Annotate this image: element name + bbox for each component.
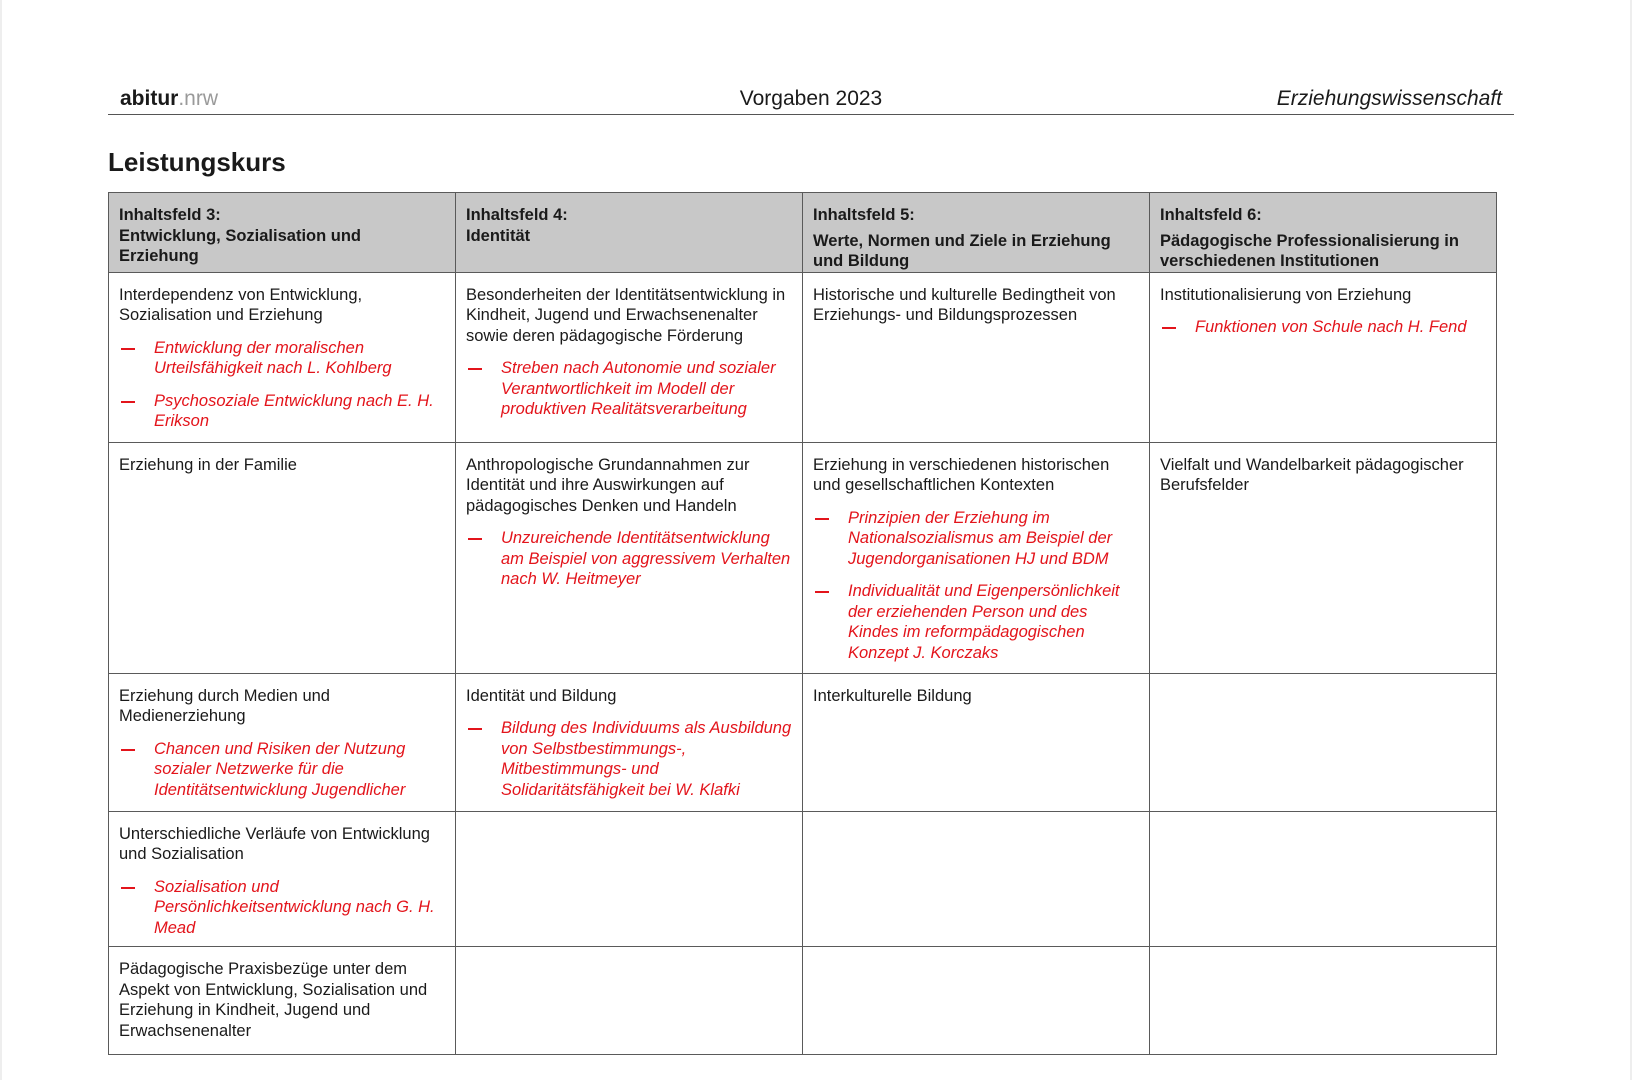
- column-header: [1150, 193, 1497, 273]
- content-topic: Identität und Bildung: [466, 686, 617, 705]
- table-cell: [803, 673, 1150, 811]
- table-cell-empty: [1150, 811, 1497, 947]
- content-topic: Anthropologische Grundannahmen zur Identität und ihre Auswirkungen auf pädagogisches Denken und Handeln: [466, 455, 750, 515]
- content-topic: Erziehung in verschiedenen historischen und gesellschaftlichen Kontexten: [813, 455, 1110, 494]
- page-edge-left: [0, 0, 2, 1080]
- table-cell: [803, 442, 1150, 673]
- table-cell: [456, 673, 803, 811]
- sub-topic-list: [813, 508, 1139, 664]
- column-header: [456, 193, 803, 273]
- table-cell: [1150, 272, 1497, 442]
- table-cell-empty: [1150, 673, 1497, 811]
- table-header-row: [109, 193, 1497, 273]
- sub-topic-list: [466, 358, 792, 420]
- table-row: [109, 442, 1497, 673]
- content-topic: Erziehung durch Medien und Medienerziehung: [119, 686, 330, 725]
- column-header-title: Identität: [466, 226, 531, 245]
- sub-topic-list: [119, 338, 445, 432]
- table-cell: [109, 442, 456, 673]
- table-cell: [109, 673, 456, 811]
- sub-topic-item: Unzureichende Identitätsentwicklung am Beispiel von aggressivem Verhalten nach W. Heitmeyer: [466, 528, 792, 590]
- content-topic: Erziehung in der Familie: [119, 455, 297, 474]
- section-title: Leistungskurs: [108, 147, 286, 177]
- column-header-title: Entwicklung, Sozialisation und Erziehung: [119, 226, 362, 265]
- table-cell: [109, 272, 456, 442]
- header-subject: Erziehungswissenschaft: [1276, 87, 1502, 110]
- table-row: [109, 811, 1497, 947]
- table-cell-empty: [803, 811, 1150, 947]
- content-topic: Vielfalt und Wandelbarkeit pädagogischer Berufsfelder: [1160, 455, 1464, 494]
- column-header-title: Werte, Normen und Ziele in Erziehung und Bildung: [813, 231, 1111, 270]
- brand-name: abitur: [120, 87, 179, 110]
- table-cell: [803, 272, 1150, 442]
- sub-topic-item: Bildung des Individuums als Ausbildung von Selbstbestimmungs-, Mitbestimmungs- und Solidaritätsfähigkeit bei W. Klafki: [466, 718, 792, 800]
- table-row: [109, 272, 1497, 442]
- sub-topic-list: [119, 877, 445, 939]
- sub-topic-item: Streben nach Autonomie und sozialer Verantwortlichkeit im Modell der produktiven Realitätsverarbeitung: [466, 358, 792, 420]
- curriculum-table: [108, 192, 1497, 1055]
- content-topic: Unterschiedliche Verläufe von Entwicklung und Sozialisation: [119, 824, 430, 863]
- table-cell: [1150, 442, 1497, 673]
- table-cell-empty: [1150, 947, 1497, 1055]
- column-header-title: Pädagogische Professionalisierung in verschiedenen Institutionen: [1160, 231, 1459, 270]
- table-cell: [109, 811, 456, 947]
- page-header: [108, 84, 1514, 115]
- table-cell: [456, 442, 803, 673]
- table-cell: [456, 272, 803, 442]
- table-cell-empty: [456, 947, 803, 1055]
- table-cell-empty: [803, 947, 1150, 1055]
- sub-topic-list: [466, 528, 792, 590]
- sub-topic-item: Individualität und Eigenpersönlichkeit der erziehenden Person und des Kindes im reformpädagogischen Konzept J. Korczaks: [813, 581, 1139, 663]
- content-topic: Institutionalisierung von Erziehung: [1160, 285, 1412, 304]
- column-header-label: Inhaltsfeld 6:: [1160, 206, 1262, 224]
- sub-topic-list: [466, 718, 792, 800]
- sub-topic-list: [1160, 317, 1486, 338]
- sub-topic-item: Funktionen von Schule nach H. Fend: [1160, 317, 1486, 338]
- content-topic: Besonderheiten der Identitätsentwicklung in Kindheit, Jugend und Erwachsenenalter sowie deren pädagogische Förderung: [466, 285, 786, 345]
- sub-topic-item: Prinzipien der Erziehung im Nationalsozialismus am Beispiel der Jugendorganisationen HJ und BDM: [813, 508, 1139, 570]
- column-header: [803, 193, 1150, 273]
- column-header-label: Inhaltsfeld 3:: [119, 206, 221, 224]
- content-topic: Historische und kulturelle Bedingtheit von Erziehungs- und Bildungsprozessen: [813, 285, 1116, 324]
- header-title: Vorgaben 2023: [739, 87, 883, 110]
- sub-topic-item: Entwicklung der moralischen Urteilsfähigkeit nach L. Kohlberg: [119, 338, 445, 379]
- sub-topic-item: Chancen und Risiken der Nutzung sozialer Netzwerke für die Identitätsentwicklung Jugendlicher: [119, 739, 445, 801]
- table-cell: [109, 947, 456, 1055]
- table-cell-empty: [456, 811, 803, 947]
- sub-topic-item: Psychosoziale Entwicklung nach E. H. Erikson: [119, 391, 445, 432]
- table-row: [109, 947, 1497, 1055]
- table-row: [109, 673, 1497, 811]
- column-header-label: Inhaltsfeld 5:: [813, 206, 915, 224]
- content-topic: Pädagogische Praxisbezüge unter dem Aspekt von Entwicklung, Sozialisation und Erziehung in Kindheit, Jugend und Erwachsenenalter: [119, 960, 428, 1040]
- content-topic: Interkulturelle Bildung: [813, 686, 972, 705]
- brand-suffix: .nrw: [178, 87, 219, 110]
- sub-topic-item: Sozialisation und Persönlichkeitsentwicklung nach G. H. Mead: [119, 877, 445, 939]
- content-topic: Interdependenz von Entwicklung, Sozialisation und Erziehung: [119, 285, 363, 324]
- sub-topic-list: [119, 739, 445, 801]
- column-header: [109, 193, 456, 273]
- column-header-label: Inhaltsfeld 4:: [466, 206, 568, 224]
